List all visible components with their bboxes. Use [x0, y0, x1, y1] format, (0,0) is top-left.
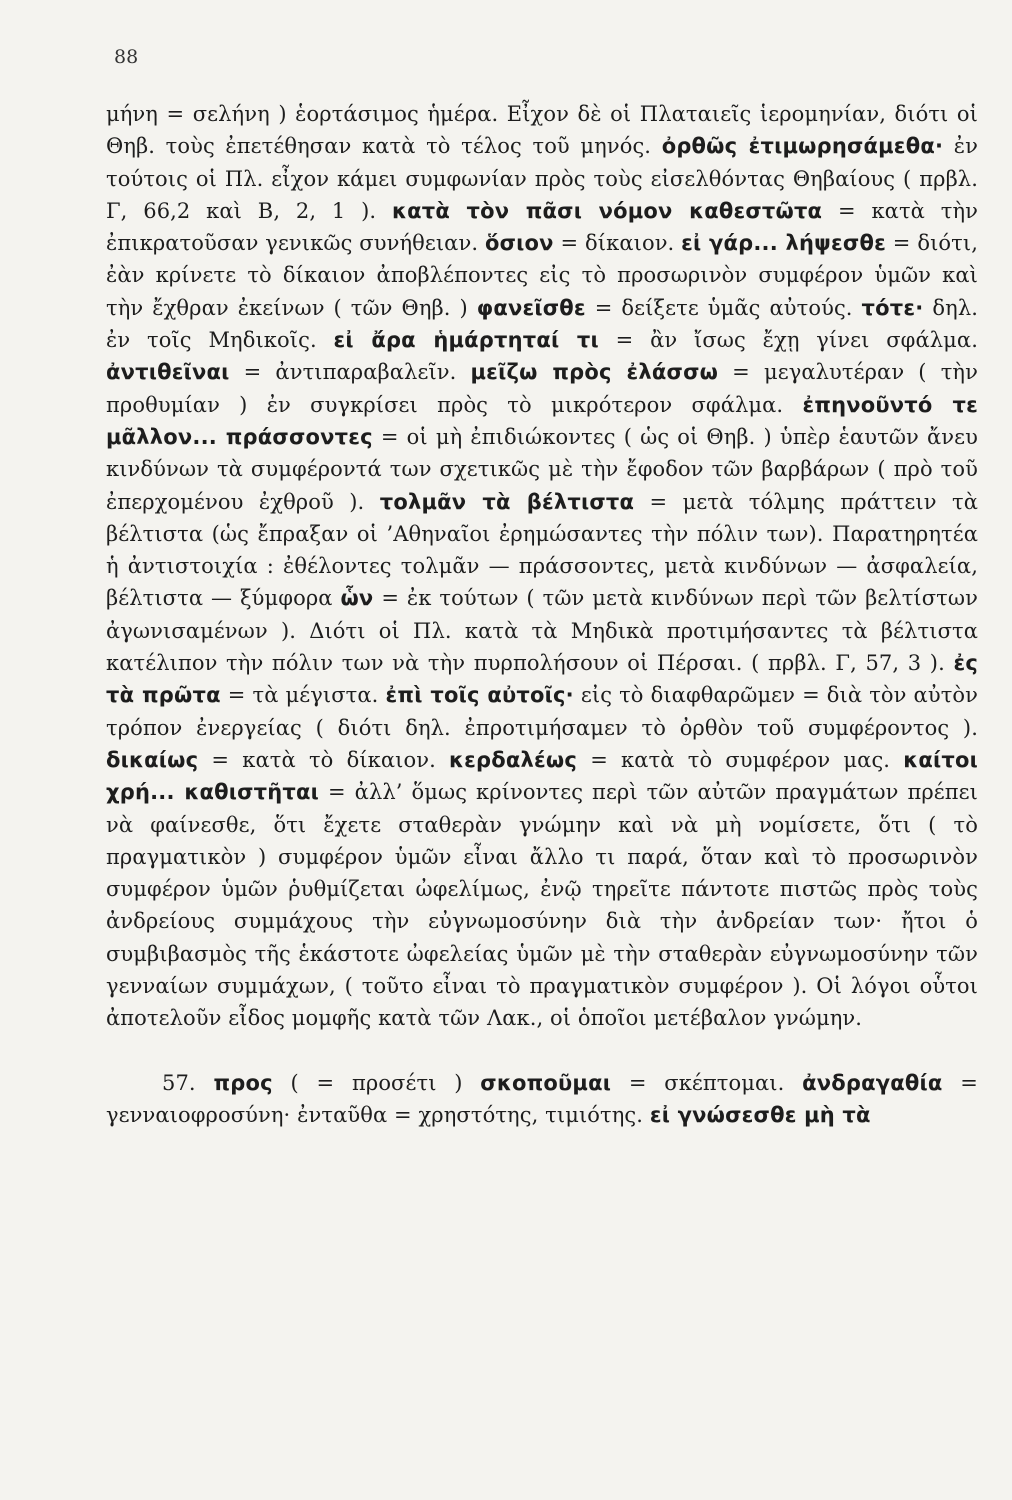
commentary-text: = δίκαιον.	[553, 231, 682, 256]
lemma-term: μεῖζω πρὸς ἐλάσσω	[470, 360, 719, 385]
lemma-term: ἐπὶ τοῖς αὐτοῖς·	[385, 683, 574, 708]
commentary-text: = ἂν ἴσως ἔχῃ γίνει σφάλμα.	[598, 328, 978, 353]
commentary-text: ἐν τούτοις οἱ Πλ. εἶχον κάμει συμφωνίαν πρὸς τοὺς εἰσελθόντας Θηβαίους ( πρβλ. Γ, 66,2 καὶ Β, 2, 1 ).	[106, 134, 978, 223]
lemma-term: εἰ ἄρα ἡμάρτηταί τι	[333, 328, 599, 353]
paragraph	[106, 1067, 978, 1132]
commentary-text: = σκέπτομαι.	[611, 1070, 803, 1095]
lemma-term: ὅσιον	[484, 231, 554, 256]
page-number: 88	[114, 46, 139, 68]
lemma-term: δικαίως	[106, 747, 199, 772]
lemma-term: φανεῖσθε	[476, 295, 586, 320]
body-text	[106, 98, 978, 1131]
commentary-text: = ἐκ τούτων ( τῶν μετὰ κινδύνων περὶ τῶν βελτίστων ἀγωνισαμένων ). Διότι οἱ Πλ. κατὰ τὰ Μηδικὰ προτιμήσαντες τὰ βέλτιστα κατέλιπον τὴν πόλιν των νὰ τὴν πυρπολήσουν οἱ Πέρσαι. ( πρβλ. Γ, 57, 3 ).	[106, 586, 978, 676]
lemma-term: ἀνδραγαθία	[802, 1070, 943, 1095]
lemma-term: τολμᾶν τὰ βέλτιστα	[379, 489, 635, 514]
commentary-text: = μετὰ τόλμης πράττειν τὰ βέλτιστα (ὡς ἔπραξαν οἱ ’Αθηναῖοι ἐρημώσαντες τὴν πόλιν των). Παρατηρητέα ἡ ἀντιστοιχία : ἐθέλοντες τολμᾶν — πράσσοντες, μετὰ κινδύνων — ἀσφαλεία, βέλτιστα — ξύμφορα	[106, 489, 979, 611]
lemma-term: κατὰ τὸν πᾶσι νόμον καθεστῶτα	[392, 198, 823, 223]
commentary-text: ( = προσέτι )	[272, 1070, 481, 1095]
commentary-text: = οἱ μὴ ἐπιδιώκοντες ( ὡς οἱ Θηβ. ) ὑπὲρ ἑαυτῶν ἄνευ κινδύνων τὰ συμφέροντά των σχετικῶς μὲ τὴν ἔφοδον τῶν βαρβάρων ( πρὸ τοῦ ἐπερχομένου ἐχθροῦ ).	[106, 424, 978, 514]
commentary-text: = ἀντιπαραβαλεῖν.	[229, 360, 471, 385]
commentary-text: = δείξετε ὑμᾶς αὐτούς.	[585, 295, 862, 320]
commentary-text: 57.	[162, 1070, 214, 1095]
paragraph	[106, 98, 978, 1035]
lemma-term: τότε·	[861, 295, 924, 320]
lemma-term: ἐς τὰ πρῶτα	[106, 651, 978, 708]
commentary-text: = γενναιοφροσύνη· ἐνταῦθα = χρηστότης, τιμιότης.	[106, 1070, 978, 1127]
commentary-text: = μεγαλυτέραν ( τὴν προθυμίαν ) ἐν συγκρίσει πρὸς τὸ μικρότερον σφάλμα.	[106, 360, 978, 417]
lemma-term: ὧν	[340, 586, 374, 611]
commentary-text: = κατὰ τὴν ἐπικρατοῦσαν γενικῶς συνήθειαν.	[106, 198, 978, 256]
lemma-term: ἀντιθεῖναι	[106, 360, 230, 385]
lemma-term: εἰ γάρ... λήψεσθε	[681, 231, 886, 256]
lemma-term: ὀρθῶς ἐτιμωρησάμεθα·	[661, 134, 944, 159]
lemma-term: σκοποῦμαι	[480, 1070, 612, 1095]
commentary-text: = τὰ μέγιστα.	[220, 683, 386, 708]
lemma-term: εἰ γνώσεσθε μὴ τὰ	[649, 1102, 871, 1127]
commentary-text: = διότι, ἐὰν κρίνετε τὸ δίκαιον ἀποβλέποντες εἰς τὸ προσωρινὸν συμφέρον ὑμῶν καὶ τὴν ἔχθραν ἐκείνων ( τῶν Θηβ. )	[106, 231, 978, 320]
lemma-term: προς	[213, 1070, 273, 1095]
commentary-text: εἰς τὸ διαφθαρῶμεν = διὰ τὸν αὐτὸν τρόπον ἐνεργείας ( διότι δηλ. ἐπροτιμήσαμεν τὸ ὀρθὸν τοῦ συμφέροντος ).	[106, 683, 979, 740]
commentary-text: δηλ. ἐν τοῖς Μηδικοῖς.	[106, 295, 979, 353]
commentary-text: μήνη = σελήνη ) ἑορτάσιμος ἡμέρα. Εἶχον δὲ οἱ Πλαταιεῖς ἱερομηνίαν, διότι οἱ Θηβ. τοὺς ἐπετέθησαν κατὰ τὸ τέλος τοῦ μηνός.	[106, 102, 978, 159]
lemma-term: ἐπηνοῦντό τε μᾶλλον... πράσσοντες	[106, 392, 978, 449]
lemma-term: καίτοι χρή... καθιστῆται	[106, 747, 978, 805]
commentary-text: = κατὰ τὸ συμφέρον μας.	[577, 747, 904, 772]
commentary-text: = κατὰ τὸ δίκαιον.	[198, 747, 450, 772]
lemma-term: κερδαλέως	[449, 747, 578, 772]
commentary-text: = ἀλλ’ ὅμως κρίνοντες περὶ τῶν αὐτῶν πραγμάτων πρέπει νὰ φαίνεσθε, ὅτι ἔχετε σταθερὰν γνώμην καὶ νὰ μὴ νομίσετε, ὅτι ( τὸ πραγματικὸν ) συμφέρον ὑμῶν εἶναι ἄλλο τι παρά, ὅταν καὶ τὸ προσωρινὸν συμφέρον ὑμῶν ῥυθμίζεται ὠφελίμως, ἐνῷ τηρεῖτε πάντοτε πιστῶς πρὸς τοὺς ἀνδρείους συμμάχους τὴν εὐγνωμοσύνην διὰ τὴν ἀνδρείαν των· ἤτοι ὁ συμβιβασμὸς τῆς ἑκάστοτε ὠφελείας ὑμῶν μὲ τὴν σταθερὰν εὐγνωμοσύνην τῶν γενναίων συμμάχων, ( τοῦτο εἶναι τὸ πραγματικὸν συμφέρον ). Οἱ λόγοι οὗτοι ἀποτελοῦν εἶδος μομφῆς κατὰ τῶν Λακ., οἱ ὁποῖοι μετέβαλον γνώμην.	[106, 780, 978, 1031]
